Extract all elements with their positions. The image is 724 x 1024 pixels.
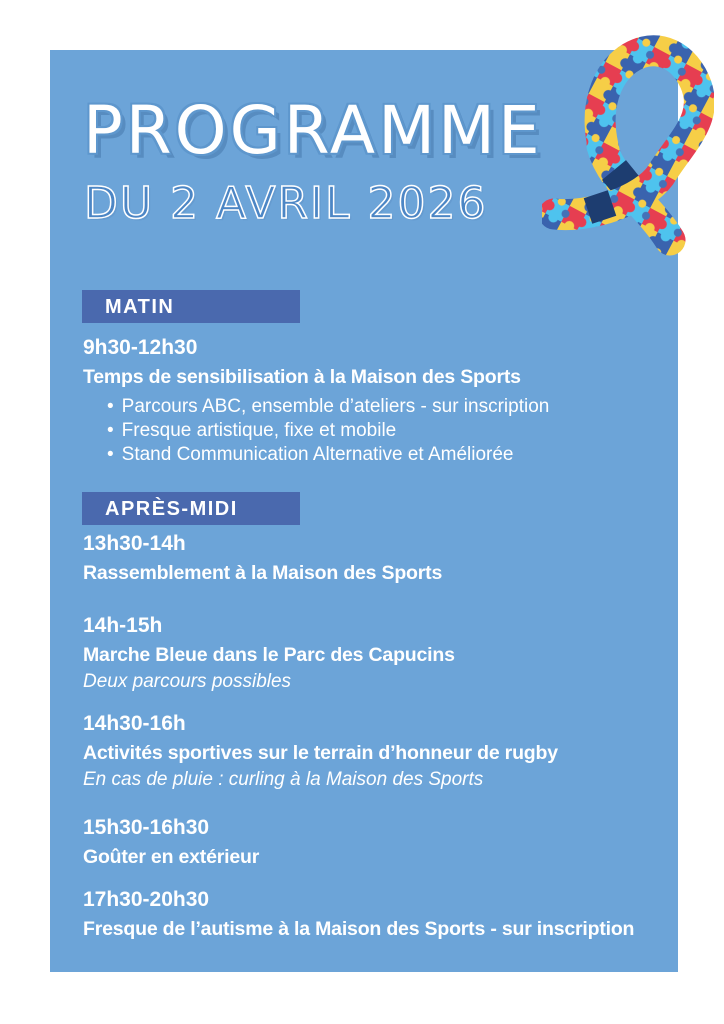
bullet-item [107, 395, 549, 419]
bullet-dot: • [107, 396, 114, 417]
item-note: En cas de pluie : curling à la Maison des Sports [83, 769, 484, 790]
item-note: Deux parcours possibles [83, 671, 292, 692]
autism-awareness-puzzle-ribbon-icon [542, 28, 714, 260]
item-title: Fresque de l’autisme à la Maison des Sports - sur inscription [83, 918, 635, 940]
item-title: Goûter en extérieur [83, 846, 260, 868]
time-label: 13h30-14h [83, 532, 186, 555]
bullet-text: Parcours ABC, ensemble d’ateliers - sur inscription [121, 396, 550, 417]
bullet-list [107, 395, 549, 467]
item-title: Temps de sensibilisation à la Maison des Sports [83, 366, 521, 388]
bullet-dot: • [107, 420, 114, 441]
page-subtitle: DU 2 AVRIL 2026 [84, 178, 488, 229]
time-label: 17h30-20h30 [83, 888, 210, 911]
schedule-item [83, 814, 259, 871]
schedule-item [83, 886, 634, 943]
bullet-item [107, 443, 549, 467]
schedule-item [83, 334, 549, 467]
time-label: 9h30-12h30 [83, 336, 198, 359]
schedule-item [83, 710, 558, 793]
bullet-item [107, 419, 549, 443]
time-label: 15h30-16h30 [83, 816, 210, 839]
schedule-item [83, 612, 455, 695]
item-title: Rassemblement à la Maison des Sports [83, 562, 443, 584]
item-title: Marche Bleue dans le Parc des Capucins [83, 644, 455, 666]
item-title: Activités sportives sur le terrain d’honneur de rugby [83, 742, 558, 764]
ribbon-navy-segment [588, 203, 612, 211]
time-label: 14h-15h [83, 614, 163, 637]
page-title: PROGRAMME [83, 92, 543, 169]
bullet-dot: • [107, 444, 114, 465]
schedule-item [83, 530, 442, 587]
bullet-text: Fresque artistique, fixe et mobile [121, 420, 397, 441]
ribbon-loop-and-left-tail [554, 51, 699, 215]
bullet-text: Stand Communication Alternative et Améliorée [121, 444, 514, 465]
section-header-apres-midi: APRÈS-MIDI [82, 492, 300, 525]
section-header-matin: MATIN [82, 290, 300, 323]
time-label: 14h30-16h [83, 712, 186, 735]
